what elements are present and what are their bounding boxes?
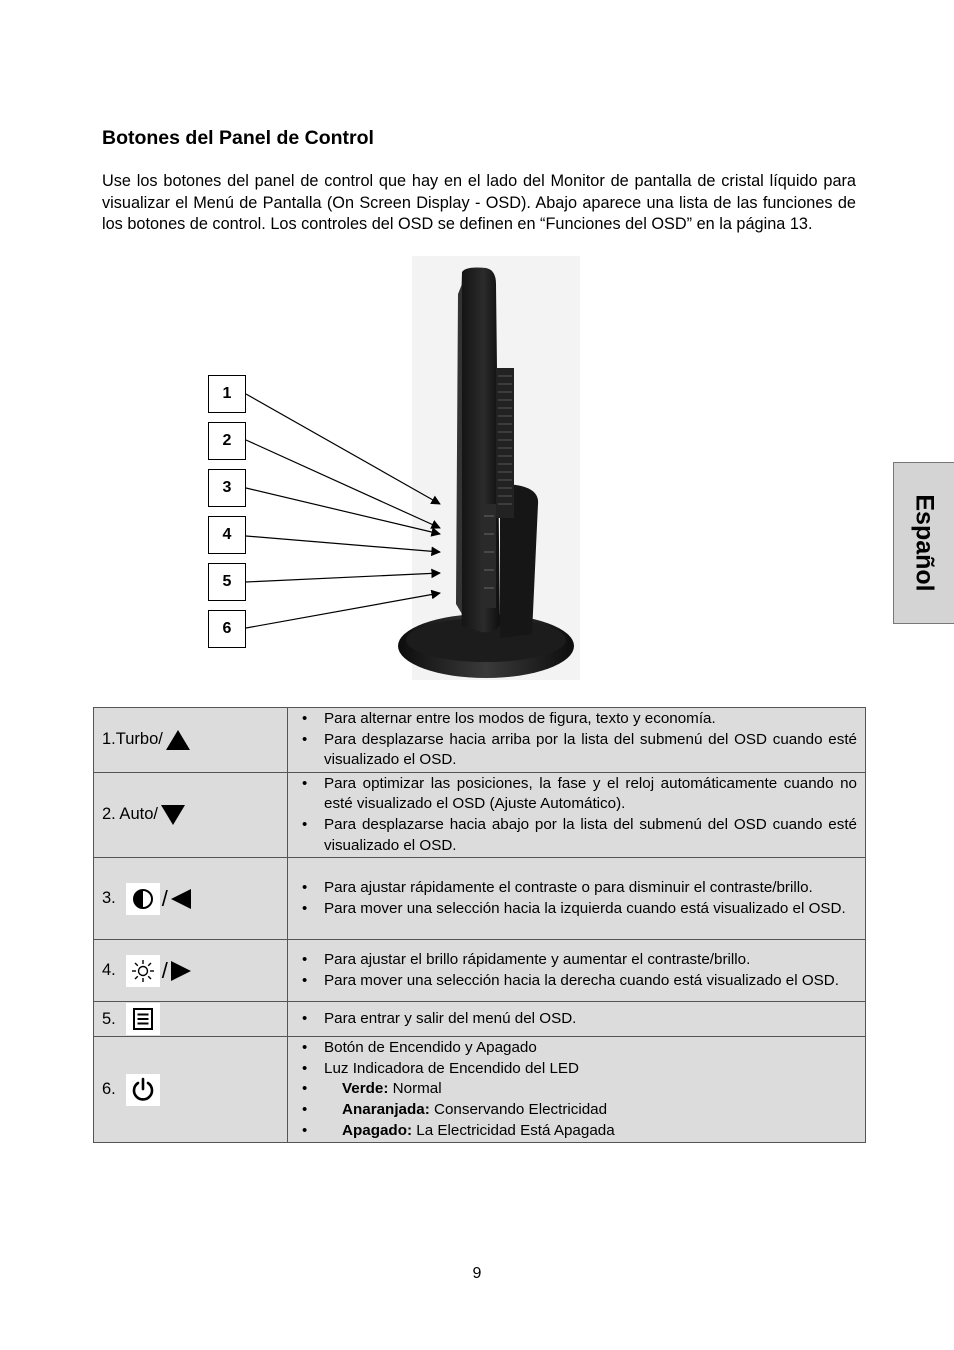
control-label: 2. Auto/ <box>102 805 158 824</box>
intro-paragraph: Use los botones del panel de control que hay en el lado del Monitor de pantalla de cristal líquido para visualizar el Menú de Pantalla (On Screen Display - OSD). Abajo aparece una lista de las funciones de los botones de control. Los controles del OSD se definen en “Funciones del OSD” en la página 13. <box>102 172 856 233</box>
list-item: • Para entrar y salir del menú del OSD. <box>296 1009 857 1030</box>
control-description-cell <box>288 858 866 940</box>
language-tab <box>893 462 954 624</box>
contrast-icon <box>126 883 160 915</box>
table-row <box>94 940 866 1002</box>
list-item: • Para ajustar el brillo rápidamente y aumentar el contraste/brillo. <box>296 950 857 971</box>
led-state-text: Conservando Electricidad <box>429 1100 608 1118</box>
control-label: 6. <box>102 1080 116 1099</box>
callout-2: 2 <box>208 422 246 460</box>
control-description-cell <box>288 708 866 773</box>
table-row <box>94 858 866 940</box>
callout-1: 1 <box>208 375 246 413</box>
list-item: • Para desplazarse hacia abajo por la lista del submenú del OSD cuando esté visualizado el OSD. <box>296 815 857 856</box>
control-label-cell <box>94 1002 288 1037</box>
list-item: • Para mover una selección hacia la izquierda cuando está visualizado el OSD. <box>296 899 857 920</box>
table-row <box>94 1037 866 1143</box>
menu-icon <box>126 1003 160 1035</box>
led-state-term: Anaranjada: <box>342 1100 430 1118</box>
led-state-text: Normal <box>388 1080 442 1098</box>
control-label: 4. <box>102 961 116 980</box>
controls-table <box>93 707 866 1143</box>
list-item: • Para ajustar rápidamente el contraste o para disminuir el contraste/brillo. <box>296 878 857 899</box>
list-item: • Para optimizar las posiciones, la fase y el reloj automáticamente cuando no esté visualizado el OSD (Ajuste Automático). <box>296 774 857 815</box>
monitor-side-view-image <box>200 254 600 684</box>
callout-3: 3 <box>208 469 246 507</box>
control-description-cell <box>288 1037 866 1143</box>
led-state-item <box>296 1121 857 1142</box>
list-item: • Para alternar entre los modos de figura, texto y economía. <box>296 709 857 730</box>
control-label-cell <box>94 772 288 857</box>
list-item: • Para desplazarse hacia arriba por la lista del submenú del OSD cuando esté visualizado el OSD. <box>296 730 857 771</box>
section-heading: Botones del Panel de Control <box>102 127 374 149</box>
callout-6: 6 <box>208 610 246 648</box>
control-label-cell <box>94 940 288 1002</box>
callout-5: 5 <box>208 563 246 601</box>
control-label: 1.Turbo/ <box>102 730 163 749</box>
monitor-side-diagram <box>200 254 600 684</box>
led-state-term: Verde: <box>342 1080 389 1098</box>
led-state-term: Apagado: <box>342 1121 413 1139</box>
led-state-text: La Electricidad Está Apagada <box>412 1121 615 1139</box>
brightness-icon <box>126 955 160 987</box>
table-row <box>94 1002 866 1037</box>
control-description-cell <box>288 1002 866 1037</box>
control-label: 3. <box>102 889 116 908</box>
callout-4: 4 <box>208 516 246 554</box>
list-item: • Luz Indicadora de Encendido del LED <box>296 1059 857 1080</box>
up-triangle-icon <box>165 729 191 751</box>
table-row <box>94 772 866 857</box>
control-label-cell <box>94 858 288 940</box>
page-number: 9 <box>472 1265 482 1282</box>
control-label-cell <box>94 708 288 773</box>
down-triangle-icon <box>160 804 186 826</box>
left-triangle-icon <box>170 888 192 910</box>
table-row <box>94 708 866 773</box>
list-item: • Para mover una selección hacia la derecha cuando está visualizado el OSD. <box>296 971 857 992</box>
control-description-cell <box>288 940 866 1002</box>
control-description-cell <box>288 772 866 857</box>
control-label: 5. <box>102 1009 116 1028</box>
language-tab-label: Español <box>910 494 939 592</box>
separator-slash: / <box>161 957 168 983</box>
right-triangle-icon <box>170 960 192 982</box>
separator-slash: / <box>161 885 168 911</box>
led-state-item <box>296 1100 857 1121</box>
list-item: • Botón de Encendido y Apagado <box>296 1038 857 1059</box>
led-state-item <box>296 1079 857 1100</box>
control-label-cell <box>94 1037 288 1143</box>
power-icon <box>126 1074 160 1106</box>
